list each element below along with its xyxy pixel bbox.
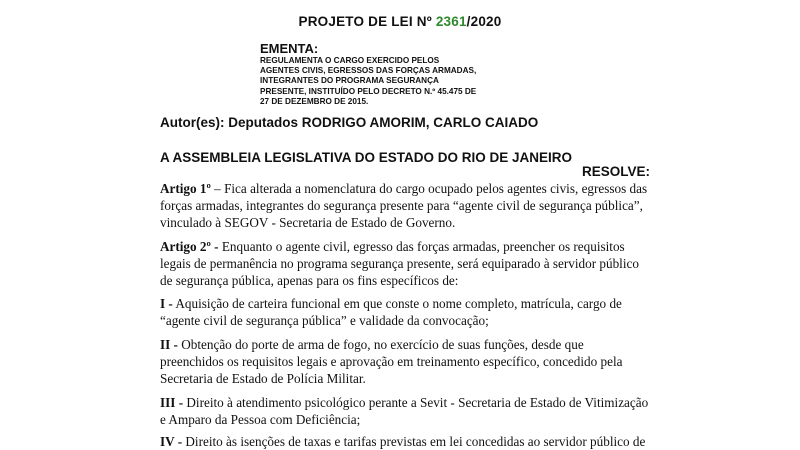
article-1-line: forças armadas, integrantes do segurança presente para “agente civil de segurança pública”, [160,198,643,213]
ementa-text [260,56,520,107]
article-2-line: Enquanto o agente civil, egresso das forças armadas, preencher os requisitos [218,239,625,254]
clause-2-label: II - [160,337,178,352]
clause-4-label: IV - [160,434,183,449]
ementa-line: 27 DE DEZEMBRO DE 2015. [260,96,369,106]
clause-3-label: III - [160,395,184,410]
clause-1-line: “agente civil de segurança pública” e validade da convocação; [160,313,489,328]
title-prefix: PROJETO DE LEI Nº [298,14,436,29]
ementa-line: PRESENTE, INSTITUÍDO PELO DECRETO N.º 45.475 DE [260,86,477,96]
clause-2 [160,336,660,387]
document-title [0,14,800,29]
bill-number: 2361 [435,14,467,29]
article-2-label: Artigo 2º - [160,239,219,254]
clause-3-line: e Amparo da Pessoa com Deficiência; [160,412,361,427]
ementa-label: EMENTA: [260,41,319,56]
article-1-label: Artigo 1º [160,181,211,196]
clause-2-line: Secretaria de Estado de Polícia Militar. [160,371,366,386]
article-1-line: – Fica alterada a nomenclatura do cargo ocupado pelos agentes civis, egressos das [210,181,648,196]
authors-line: Autor(es): Deputados RODRIGO AMORIM, CARLO CAIADO [160,115,539,130]
assembly-heading: A ASSEMBLEIA LEGISLATIVA DO ESTADO DO RIO DE JANEIRO [160,150,573,165]
article-1 [160,180,660,231]
clause-1 [160,295,660,329]
article-2-line: legais de permanência no programa segurança presente, será equiparado à servidor público [160,256,639,271]
ementa-line: AGENTES CIVIS, EGRESSOS DAS FORÇAS ARMADAS, [260,66,477,76]
article-2-line: de segurança pública, apenas para os fins específicos de: [160,273,459,288]
clause-3 [160,394,660,428]
clause-1-label: I - [160,296,173,311]
clause-4 [160,433,660,450]
ementa-line: REGULAMENTA O CARGO EXERCIDO PELOS [260,56,440,65]
clause-4-line: Direito às isenções de taxas e tarifas previstas em lei concedidas ao servidor público de [182,434,646,449]
clause-2-line: Obtenção do porte de arma de fogo, no exercício de suas funções, desde que [177,337,584,352]
resolve-heading: RESOLVE: [581,164,650,179]
clause-1-line: Aquisição de carteira funcional em que conste o nome completo, matrícula, cargo de [172,296,622,311]
article-2 [160,238,660,289]
title-year: /2020 [466,14,502,29]
ementa-line: INTEGRANTES DO PROGRAMA SEGURANÇA [260,76,439,86]
clause-3-line: Direito à atendimento psicológico perante a Sevit - Secretaria de Estado de Vitimização [183,395,649,410]
clause-2-line: preenchidos os requisitos legais e aprovação em treinamento específico, concedido pela [160,354,623,369]
article-1-line: vinculado à SEGOV - Secretaria de Estado de Governo. [160,215,456,230]
